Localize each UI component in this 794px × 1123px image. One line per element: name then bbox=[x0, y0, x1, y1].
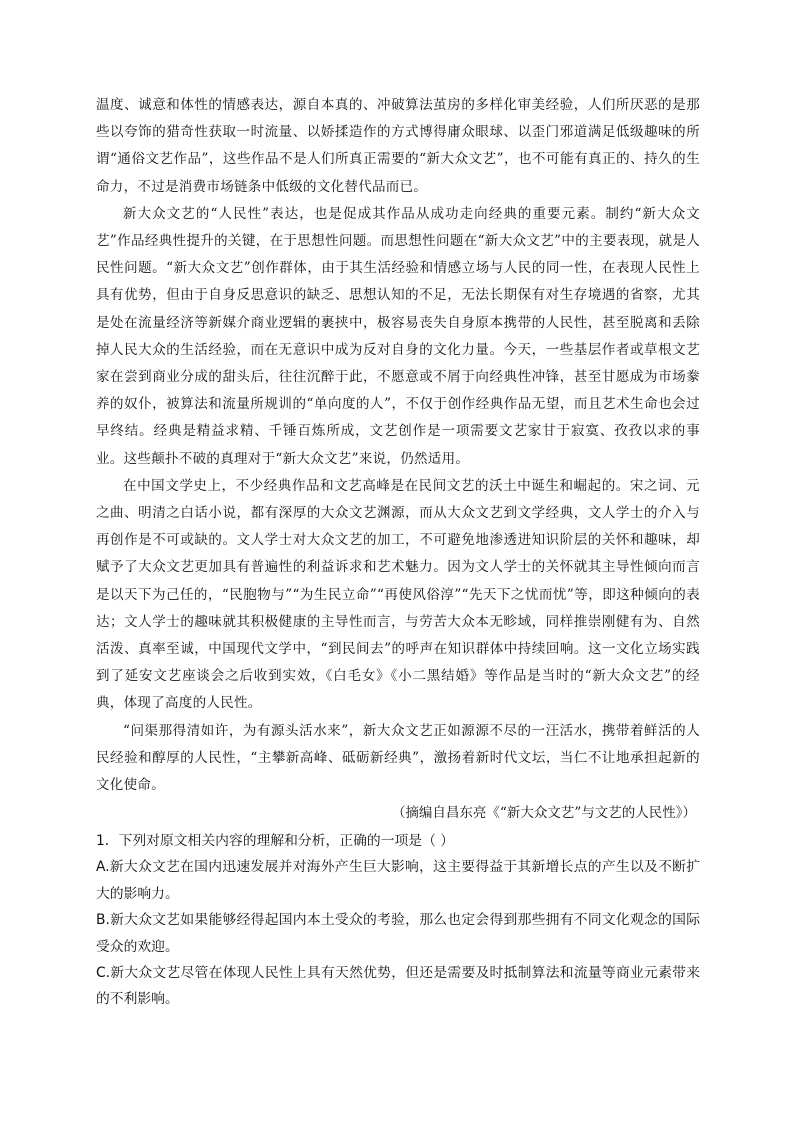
option-b: B.新大众文艺如果能够经得起国内本土受众的考验，那么也定会得到那些拥有不同文化观念的国际受众的欢迎。 bbox=[96, 912, 700, 955]
paragraph-1: 温度、诚意和体性的情感表达，源自本真的、冲破算法茧房的多样化审美经验，人们所厌恶的是那些以夸饰的猎奇性获取一时流量、以娇揉造作的方式博得庸众眼球、以歪门邪道满足低级趣味的所谓“通俗文艺作品”，这些作品不是人们所真正需要的“新大众文艺”，也不可能有真正的、持久的生命力，不过是消费市场链条中低级的文化替代品而已。 bbox=[96, 97, 700, 195]
source-citation: （摘编自昌东亮《“新大众文艺”与文艺的人民性》） bbox=[391, 805, 696, 821]
paragraph-3: 在中国文学史上，不少经典作品和文艺高峰是在民间文艺的沃土中诞生和崛起的。宋之词、元之曲、明清之白话小说，都有深厚的大众文艺渊源，而从大众文艺到文学经典，文人学士的介入与再创作是不可或缺的。文人学士对大众文艺的加工，不可避免地渗透进知识阶层的关怀和趣味，却赋予了大众文艺更加具有普遍性的利益诉求和艺术魅力。因为文人学士的关怀就其主导性倾向而言是以天下为己任的，“民胞物与”“为生民立命”“再使风俗淳”“先天下之忧而忧”等，即这种倾向的表达；文人学士的趣味就其积极健康的主导性而言，与劳苦大众本无畛域，同样推崇刚健有为、自然活泼、真率至诚，中国现代文学中，“到民间去”的呼声在知识群体中持续回响。这一文化立场实践到了延安文艺座谈会之后收到实效，《白毛女》《小二黑结婚》等作品是当时的“新大众文艺”的经典，体现了高度的人民性。 bbox=[96, 477, 700, 712]
paragraph-2: 新大众文艺的“人民性”表达，也是促成其作品从成功走向经典的重要元素。制约“新大众文艺”作品经典性提升的关键，在于思想性问题。而思想性问题在“新大众文艺”中的主要表现，就是人民性问题。“新大众文艺”创作群体，由于其生活经验和情感立场与人民的同一性，在表现人民性上具有优势，但由于自身反思意识的缺乏、思想认知的不足，无法长期保有对生存境遇的省察，尤其是处在流量经济等新媒介商业逻辑的裹挟中，极容易丧失自身原本携带的人民性，甚至脱离和丢除掉人民大众的生活经验，而在无意识中成为反对自身的文化力量。今天，一些基层作者或草根文艺家在尝到商业分成的甜头后，往往沉醉于此，不愿意或不屑于向经典性冲锋，甚至甘愿成为市场豢养的奴仆，被算法和流量所规训的“单向度的人”，不仅于创作经典作品无望，而且艺术生命也会过早终结。经典是精益求精、千锤百炼所成，文艺创作是一项需要文艺家甘于寂寞、孜孜以求的事业。这些颠扑不破的真理对于“新大众文艺”来说，仍然适用。 bbox=[96, 205, 700, 467]
option-a: A.新大众文艺在国内迅速发展并对海外产生巨大影响，这主要得益于其新增长点的产生以及不断扩大的影响力。 bbox=[96, 859, 700, 902]
question-1-stem: 1．下列对原文相关内容的理解和分析，正确的一项是（ ） bbox=[96, 833, 455, 849]
paragraph-4: “问渠那得清如许，为有源头活水来”，新大众文艺正如源源不尽的一汪活水，携带着鲜活的人民经验和醇厚的人民性，“主攀新高峰、砥砺新经典”，激扬着新时代文坛，当仁不让地承担起新的文化使命。 bbox=[96, 722, 700, 794]
article-passage bbox=[96, 92, 700, 799]
question-section bbox=[96, 828, 700, 1013]
option-c: C.新大众文艺尽管在体现人民性上具有天然优势，但还是需要及时抵制算法和流量等商业元素带来的不利影响。 bbox=[96, 965, 700, 1008]
